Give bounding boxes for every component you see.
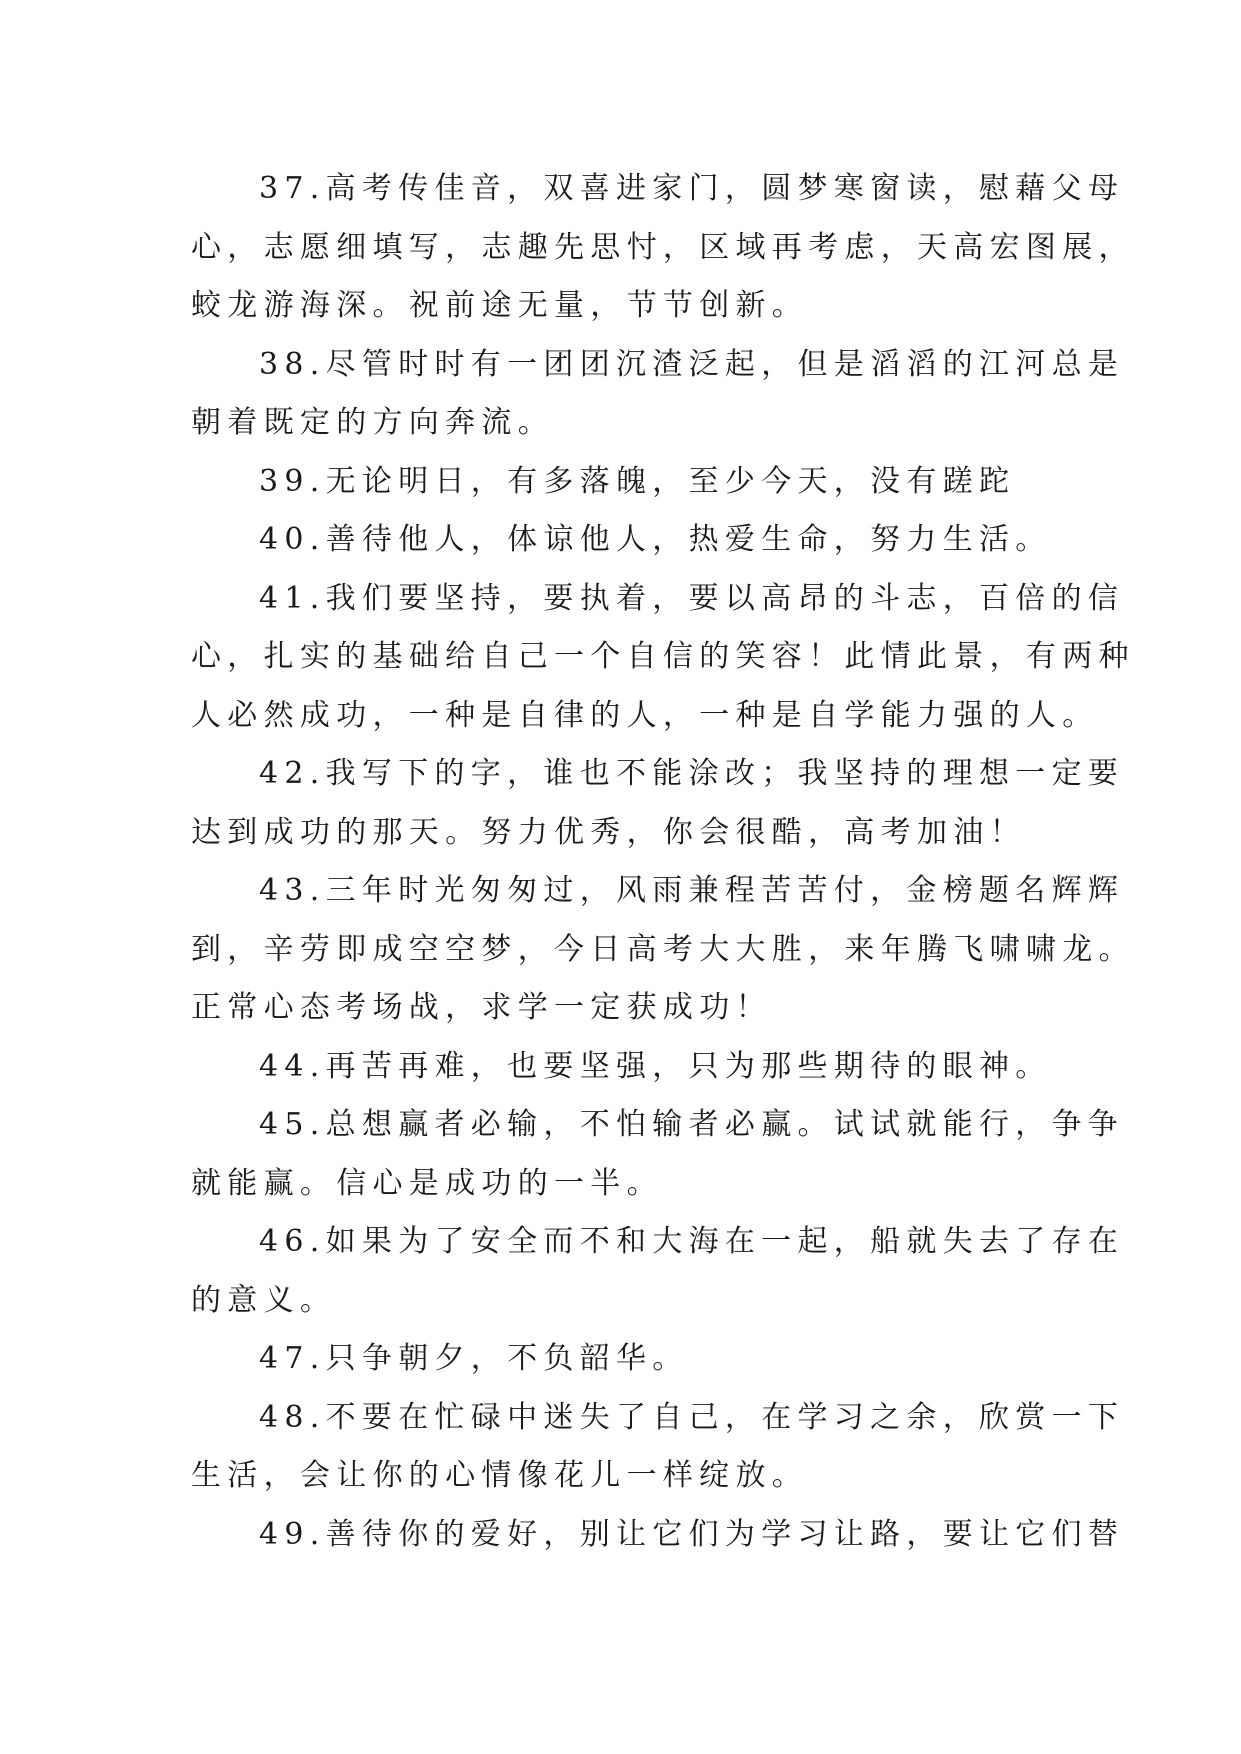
paragraph	[191, 336, 1125, 453]
text-line: 47.只争朝夕，不负韶华。	[259, 1341, 689, 1376]
text-line: 正常心态考场战，求学一定获成功！	[191, 990, 772, 1025]
text-line: 45.总想赢者必输，不怕输者必赢。试试就能行，争争	[259, 1107, 1125, 1142]
text-line: 到，辛劳即成空空梦，今日高考大大胜，来年腾飞啸啸龙。	[191, 931, 1135, 967]
text-line: 46.如果为了安全而不和大海在一起，船就失去了存在	[259, 1224, 1125, 1259]
paragraph	[191, 511, 1071, 570]
text-line: 44.再苦再难，也要坚强，只为那些期待的眼神。	[259, 1048, 1052, 1084]
text-line: 达到成功的那天。努力优秀，你会很酷，高考加油！	[191, 814, 1026, 850]
paragraph	[191, 570, 1135, 746]
text-line: 40.善待他人，体谅他人，热爱生命，努力生活。	[259, 522, 1052, 557]
text-line: 朝着既定的方向奔流。	[191, 405, 554, 440]
text-line: 人必然成功，一种是自律的人，一种是自学能力强的人。	[191, 697, 1099, 733]
paragraph	[191, 1213, 1125, 1330]
paragraph	[191, 1330, 1071, 1389]
text-line: 心，志愿细填写，志趣先思忖，区域再考虑，天高宏图展，	[191, 229, 1135, 265]
text-line: 39.无论明日，有多落魄，至少今天，没有蹉跎	[259, 463, 1016, 499]
text-line: 42.我写下的字，谁也不能涂改；我坚持的理想一定要	[259, 756, 1125, 791]
paragraph	[191, 745, 1125, 862]
text-line: 41.我们要坚持，要执着，要以高昂的斗志，百倍的信	[259, 580, 1125, 616]
text-line: 蛟龙游海深。祝前途无量，节节创新。	[191, 288, 809, 323]
paragraph	[191, 1506, 1125, 1565]
paragraph	[191, 1096, 1125, 1213]
paragraph	[191, 1038, 1071, 1097]
paragraph	[191, 1389, 1125, 1506]
text-line: 的意义。	[191, 1282, 337, 1318]
text-line: 37.高考传佳音，双喜进家门，圆梦寒窗读，慰藉父母	[259, 171, 1125, 206]
text-line: 48.不要在忙碌中迷失了自己，在学习之余，欣赏一下	[259, 1399, 1125, 1435]
text-line: 38.尽管时时有一团团沉渣泛起，但是滔滔的江河总是	[259, 346, 1125, 382]
text-line: 43.三年时光匆匆过，风雨兼程苦苦付，金榜题名辉辉	[259, 873, 1125, 908]
text-line: 生活，会让你的心情像花儿一样绽放。	[191, 1458, 809, 1493]
paragraph	[191, 453, 1071, 512]
text-line: 49.善待你的爱好，别让它们为学习让路，要让它们替	[259, 1516, 1125, 1552]
paragraph	[191, 862, 1135, 1038]
paragraph	[191, 160, 1135, 336]
document-body	[191, 160, 1135, 1564]
text-line: 就能赢。信心是成功的一半。	[191, 1165, 663, 1201]
text-line: 心，扎实的基础给自己一个自信的笑容！此情此景，有两种	[191, 639, 1135, 674]
